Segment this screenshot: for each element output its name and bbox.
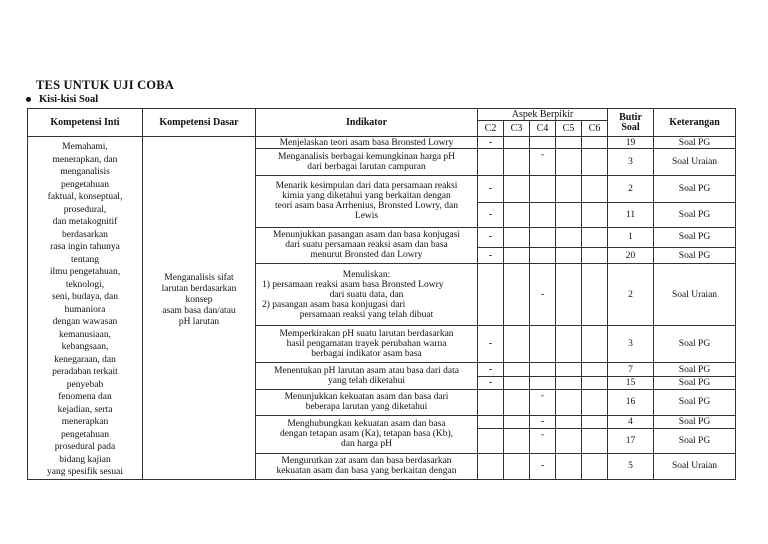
ki-line: penyebab [66, 379, 104, 390]
ki-line: menerapkan, dan [52, 154, 118, 165]
keterangan-cell: Soal PG [654, 202, 736, 227]
indicator-line: kimia yang diketahui yang berkaitan dengan [282, 191, 451, 202]
header-kompetensi-dasar: Kompetensi Dasar [143, 109, 256, 137]
kompetensi-dasar-cell [143, 137, 256, 480]
mark-c4 [530, 376, 556, 389]
indicator-line: 1) persamaan reaksi asam basa Bronsted Lowry [262, 279, 444, 290]
mark-c5 [556, 363, 582, 377]
indicator-line: Menghubungkan kekuatan asam dan basa [287, 419, 446, 430]
butir-cell: 20 [608, 248, 654, 264]
keterangan-cell: Soal PG [654, 137, 736, 149]
indicator-line: Menunjukkan kekuatan asam dan basa dari [284, 392, 449, 403]
mark-c2 [478, 264, 504, 326]
mark-c2: - [478, 227, 504, 248]
indicator-line: dari berbagai larutan campuran [307, 162, 426, 172]
kd-line: konsep [185, 295, 213, 305]
ki-line: humaniora [64, 304, 106, 315]
butir-cell: 16 [608, 389, 654, 415]
indicator-line: Mengurutkan zat asam dan basa berdasarkan [281, 456, 452, 466]
indicator-line: Menentukan pH larutan asam atau basa dari data [274, 366, 459, 377]
mark-c3 [504, 428, 530, 453]
mark-c6 [582, 176, 608, 203]
ki-line: peradaban terkait [52, 367, 118, 377]
ki-line: bidang kajian [59, 454, 111, 465]
indicator-line: Lewis [354, 211, 379, 222]
mark-c5 [556, 376, 582, 389]
header-c2: C2 [478, 121, 504, 137]
mark-c5 [556, 264, 582, 326]
mark-c5 [556, 389, 582, 415]
ki-line: rasa ingin tahunya [50, 242, 120, 252]
ki-line: fenomena dan [58, 392, 112, 402]
butir-cell: 2 [608, 176, 654, 203]
mark-c6 [582, 415, 608, 428]
keterangan-cell: Soal Uraian [654, 264, 736, 326]
mark-c3 [504, 415, 530, 428]
indicator-cell [256, 264, 478, 326]
ki-line: teknologi, [65, 279, 105, 290]
indicator-line: 2) pasangan asam basa konjugasi dari [262, 299, 406, 310]
mark-c4 [530, 227, 556, 248]
ki-line: Memahami, [62, 142, 108, 152]
mark-c6 [582, 149, 608, 176]
mark-c3 [504, 149, 530, 176]
mark-c2: - [478, 376, 504, 389]
mark-c2 [478, 389, 504, 415]
keterangan-cell: Soal PG [654, 376, 736, 389]
indicator-line: kekuatan asam dan basa yang berkaitan dengan [276, 466, 457, 476]
keterangan-cell: Soal PG [654, 326, 736, 363]
ki-line: menganalisis [60, 167, 110, 177]
mark-c6 [582, 227, 608, 248]
mark-c3 [504, 453, 530, 479]
butir-cell: 4 [608, 415, 654, 428]
mark-c2 [478, 149, 504, 176]
ki-line: berdasarkan [62, 229, 108, 240]
indicator-line: Menunjukkan pasangan asam dan basa konjugasi [272, 230, 461, 241]
mark-c2: - [478, 176, 504, 203]
mark-c5 [556, 176, 582, 203]
header-c6: C6 [582, 121, 608, 137]
keterangan-cell: Soal PG [654, 176, 736, 203]
indicator-line: teori asam basa Arrhenius, Bronsted Lowry, dan [274, 201, 458, 212]
indicator-cell [256, 176, 478, 228]
indicator-line: beberapa larutan yang diketahui [305, 402, 428, 413]
mark-c4 [530, 248, 556, 264]
ki-line: prosedural, [63, 204, 107, 215]
mark-c2: - [478, 248, 504, 264]
keterangan-cell: Soal PG [654, 363, 736, 377]
keterangan-cell: Soal PG [654, 415, 736, 428]
mark-c4: - [530, 149, 556, 176]
mark-c5 [556, 202, 582, 227]
mark-c3 [504, 326, 530, 363]
butir-cell: 5 [608, 453, 654, 479]
mark-c5 [556, 137, 582, 149]
indicator-line: Menarik kesimpulan dari data persamaan reaksi [275, 181, 458, 192]
mark-c2: - [478, 363, 504, 377]
ki-line: faktual, konseptual, [47, 192, 123, 202]
mark-c3 [504, 264, 530, 326]
indicator-line: menurut Bronsted dan Lowry [310, 250, 423, 261]
butir-cell: 17 [608, 428, 654, 453]
kompetensi-inti-cell [28, 137, 143, 480]
header-indikator: Indikator [256, 109, 478, 137]
mark-c2: - [478, 202, 504, 227]
mark-c6 [582, 264, 608, 326]
header-butir-soal [608, 109, 654, 137]
indicator-cell [256, 227, 478, 264]
indicator-cell [256, 453, 478, 479]
mark-c4 [530, 202, 556, 227]
header-c5: C5 [556, 121, 582, 137]
mark-c6 [582, 363, 608, 377]
indicator-line: persamaan reaksi yang telah dibuat [299, 309, 434, 320]
indicator-line: Menjelaskan teori asam basa Bronsted Lowry [279, 137, 454, 148]
indicator-line: Menuliskan: [342, 269, 391, 280]
indicator-line: dengan tetapan asam (Ka), tetapan basa (Kb), [279, 429, 454, 440]
indicator-line: berbagai indikator asam basa [311, 349, 422, 360]
butir-cell: 2 [608, 264, 654, 326]
mark-c5 [556, 415, 582, 428]
indicator-line: dari suatu persamaan reaksi asam dan basa [285, 240, 448, 251]
keterangan-cell: Soal PG [654, 248, 736, 264]
butir-cell: 19 [608, 137, 654, 149]
keterangan-cell: Soal PG [654, 389, 736, 415]
indicator-cell [256, 363, 478, 390]
kisi-kisi-table [27, 108, 736, 480]
mark-c5 [556, 326, 582, 363]
kd-line: pH larutan [178, 317, 220, 327]
mark-c6 [582, 248, 608, 264]
mark-c2 [478, 415, 504, 428]
mark-c3 [504, 227, 530, 248]
indicator-line: Memperkirakan pH suatu larutan berdasarkan [279, 329, 454, 340]
butir-cell: 3 [608, 326, 654, 363]
ki-line: yang spesifik sesuai [47, 467, 123, 477]
header-aspek-berpikir: Aspek Berpikir [478, 109, 608, 121]
indicator-line: hasil pengamatan trayek perubahan warna [286, 339, 447, 350]
header-c4: C4 [530, 121, 556, 137]
butir-cell: 11 [608, 202, 654, 227]
ki-line: ilmu pengetahuan, [49, 267, 121, 277]
mark-c3 [504, 248, 530, 264]
kd-line: larutan berdasarkan [161, 284, 237, 294]
kd-line: Menganalisis sifat [164, 273, 234, 283]
mark-c6 [582, 326, 608, 363]
mark-c2: - [478, 326, 504, 363]
mark-c4 [530, 137, 556, 149]
keterangan-cell: Soal PG [654, 227, 736, 248]
ki-line: prosedural pada [54, 442, 116, 452]
ki-line: kemanusiaan, [59, 329, 111, 340]
keterangan-cell: Soal PG [654, 428, 736, 453]
mark-c5 [556, 453, 582, 479]
section-heading [26, 94, 98, 105]
mark-c6 [582, 389, 608, 415]
indicator-cell [256, 389, 478, 415]
ki-line: tentang [71, 254, 99, 265]
indicator-cell [256, 326, 478, 363]
mark-c4 [530, 363, 556, 377]
mark-c3 [504, 176, 530, 203]
mark-c5 [556, 428, 582, 453]
page-title: TES UNTUK UJI COBA [36, 78, 174, 92]
indicator-line: dan harga pH [340, 439, 392, 450]
header-butir-line2: Soal [621, 121, 640, 133]
mark-c3 [504, 376, 530, 389]
mark-c4: - [530, 428, 556, 453]
mark-c3 [504, 389, 530, 415]
mark-c2 [478, 428, 504, 453]
mark-c2 [478, 453, 504, 479]
mark-c4: - [530, 415, 556, 428]
mark-c6 [582, 428, 608, 453]
ki-line: menerapkan [61, 417, 109, 427]
mark-c3 [504, 363, 530, 377]
ki-line: dan metakognitif [52, 217, 118, 227]
ki-line: kebangsaan, [61, 342, 109, 352]
mark-c5 [556, 248, 582, 264]
indicator-line: dari suatu data, dan [329, 289, 404, 300]
header-keterangan: Keterangan [654, 109, 736, 137]
butir-cell: 1 [608, 227, 654, 248]
butir-cell: 15 [608, 376, 654, 389]
ki-line: kenegaraan, dan [54, 354, 116, 365]
mark-c2: - [478, 137, 504, 149]
bullet-icon [26, 97, 31, 102]
mark-c4 [530, 326, 556, 363]
indicator-cell [256, 149, 478, 176]
header-kompetensi-inti: Kompetensi Inti [28, 109, 143, 137]
mark-c4: - [530, 389, 556, 415]
mark-c4 [530, 176, 556, 203]
indicator-line: Menganalisis berbagai kemungkinan harga pH [277, 152, 456, 162]
indicator-line: yang telah diketahui [327, 376, 406, 387]
butir-cell: 7 [608, 363, 654, 377]
mark-c3 [504, 137, 530, 149]
mark-c6 [582, 453, 608, 479]
mark-c6 [582, 137, 608, 149]
header-butir-line1: Butir [619, 111, 642, 123]
mark-c6 [582, 202, 608, 227]
ki-line: pengetahuan [60, 179, 109, 190]
ki-line: dengan wawasan [52, 317, 118, 327]
mark-c3 [504, 202, 530, 227]
ki-line: seni, budaya, dan [52, 292, 118, 302]
indicator-cell [256, 137, 478, 149]
mark-c4: - [530, 264, 556, 326]
mark-c5 [556, 227, 582, 248]
header-c3: C3 [504, 121, 530, 137]
mark-c5 [556, 149, 582, 176]
butir-cell: 3 [608, 149, 654, 176]
section-label: Kisi-kisi Soal [39, 94, 99, 105]
mark-c6 [582, 376, 608, 389]
ki-line: kejadian, serta [57, 404, 113, 415]
kd-line: asam basa dan/atau [162, 306, 236, 316]
indicator-cell [256, 415, 478, 453]
keterangan-cell: Soal Uraian [654, 453, 736, 479]
mark-c4: - [530, 453, 556, 479]
ki-line: pengetahuan [60, 429, 109, 440]
keterangan-cell: Soal Uraian [654, 149, 736, 176]
